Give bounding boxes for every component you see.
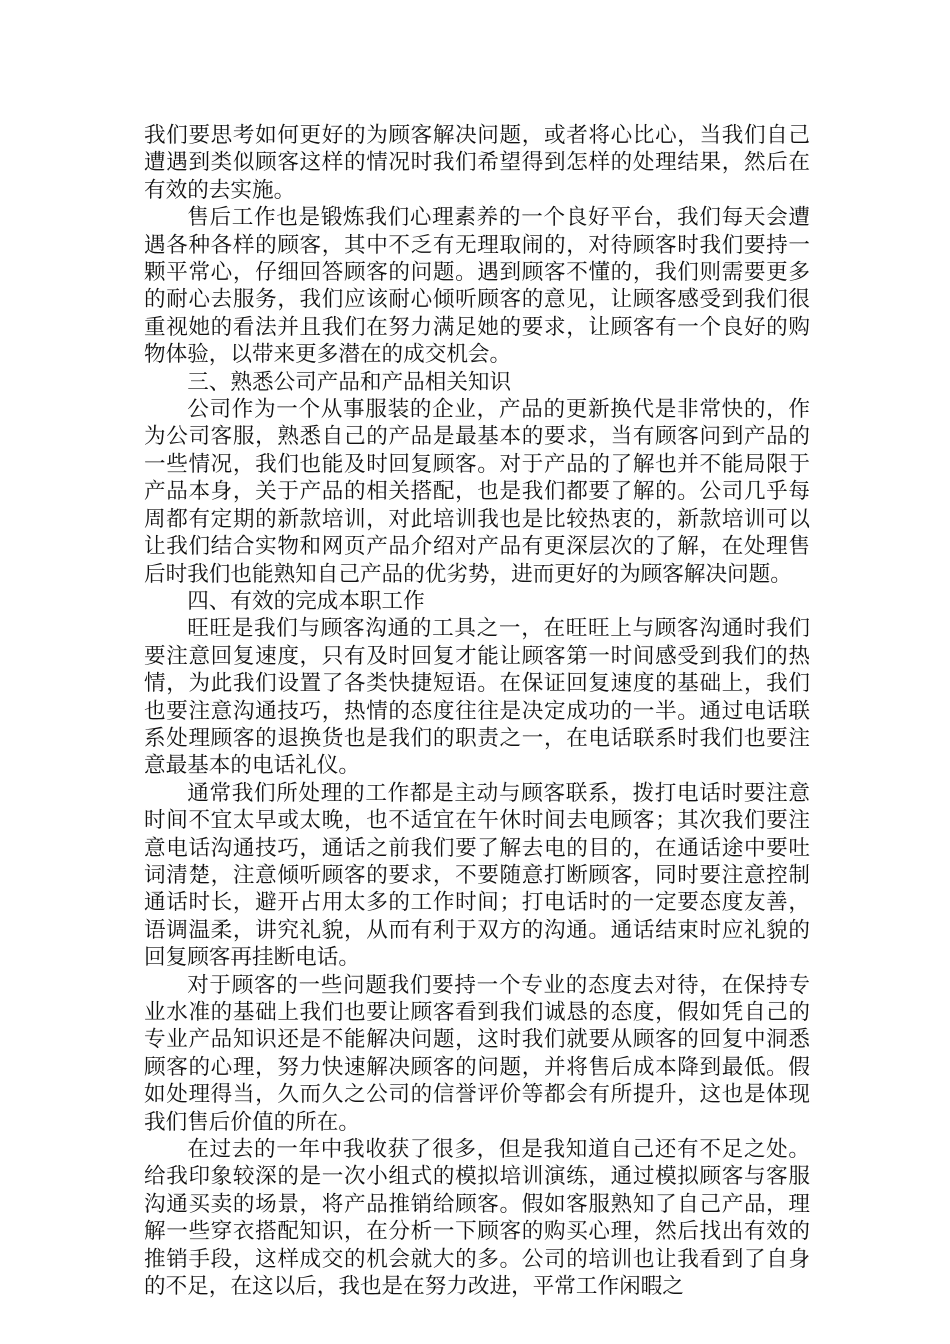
paragraph-phone-etiquette: 通常我们所处理的工作都是主动与顾客联系，拨打电话时要注意时间不宜太早或太晚，也不适宜在午休时间去电顾客；其次我们要注意电话沟通技巧，通话之前我们要了解去电的目的，在通话途中要吐词清楚，注意倾听顾客的要求，不要随意打断顾客，同时要注意控制通话时长，避开占用太多的工作时间；打电话时的一定要态度友善，语调温柔，讲究礼貌，从而有利于双方的沟通。通话结束时应礼貌的回复顾客再挂断电话。 (144, 780, 810, 971)
document-body (144, 122, 810, 1300)
paragraph-after-sales-mindset: 售后工作也是锻炼我们心理素养的一个良好平台，我们每天会遭遇各种各样的顾客，其中不乏有无理取闹的，对待顾客时我们要持一颗平常心，仔细回答顾客的问题。遇到顾客不懂的，我们则需要更多的耐心去服务，我们应该耐心倾听顾客的意见，让顾客感受到我们很重视她的看法并且我们在努力满足她的要求，让顾客有一个良好的购物体验，以带来更多潜在的成交机会。 (144, 205, 810, 368)
paragraph-continuation: 我们要思考如何更好的为顾客解决问题，或者将心比心，当我们自己遭遇到类似顾客这样的情况时我们希望得到怎样的处理结果，然后在有效的去实施。 (144, 123, 810, 203)
paragraph-year-review: 在过去的一年中我收获了很多，但是我知道自己还有不足之处。给我印象较深的是一次小组式的模拟培训演练，通过模拟顾客与客服沟通买卖的场景，将产品推销给顾客。假如客服熟知了自己产品，理解一些穿衣搭配知识，在分析一下顾客的购买心理，然后找出有效的推销手段，这样成交的机会就大的多。公司的培训也让我看到了自身的不足，在这以后，我也是在努力改进，平常工作闲暇之 (144, 1137, 810, 1300)
section-heading-job-duties: 四、有效的完成本职工作 (187, 588, 425, 614)
section-heading-product-knowledge: 三、熟悉公司产品和产品相关知识 (187, 369, 512, 395)
paragraph-product-knowledge: 公司作为一个从事服装的企业，产品的更新换代是非常快的，作为公司客服，熟悉自己的产品是最基本的要求，当有顾客问到产品的一些情况，我们也能及时回复顾客。对于产品的了解也并不能局限于产品本身，关于产品的相关搭配，也是我们都要了解的。公司几乎每周都有定期的新款培训，对此培训我也是比较热衷的，新款培训可以让我们结合实物和网页产品介绍对产品有更深层次的了解，在处理售后时我们也能熟知自己产品的优劣势，进而更好的为顾客解决问题。 (144, 397, 810, 587)
paragraph-wangwang-communication: 旺旺是我们与顾客沟通的工具之一，在旺旺上与顾客沟通时我们要注意回复速度，只有及时回复才能让顾客第一时间感受到我们的热情，为此我们设置了各类快捷短语。在保证回复速度的基础上，我们也要注意沟通技巧，热情的态度往往是决定成功的一半。通过电话联系处理顾客的退换货也是我们的职责之一，在电话联系时我们也要注意最基本的电话礼仪。 (144, 616, 810, 779)
paragraph-professional-attitude: 对于顾客的一些问题我们要持一个专业的态度去对待，在保持专业水准的基础上我们也要让顾客看到我们诚恳的态度，假如凭自己的专业产品知识还是不能解决问题，这时我们就要从顾客的回复中洞悉顾客的心理，努力快速解决顾客的问题，并将售后成本降到最低。假如处理得当，久而久之公司的信誉评价等都会有所提升，这也是体现我们售后价值的所在。 (144, 972, 810, 1135)
